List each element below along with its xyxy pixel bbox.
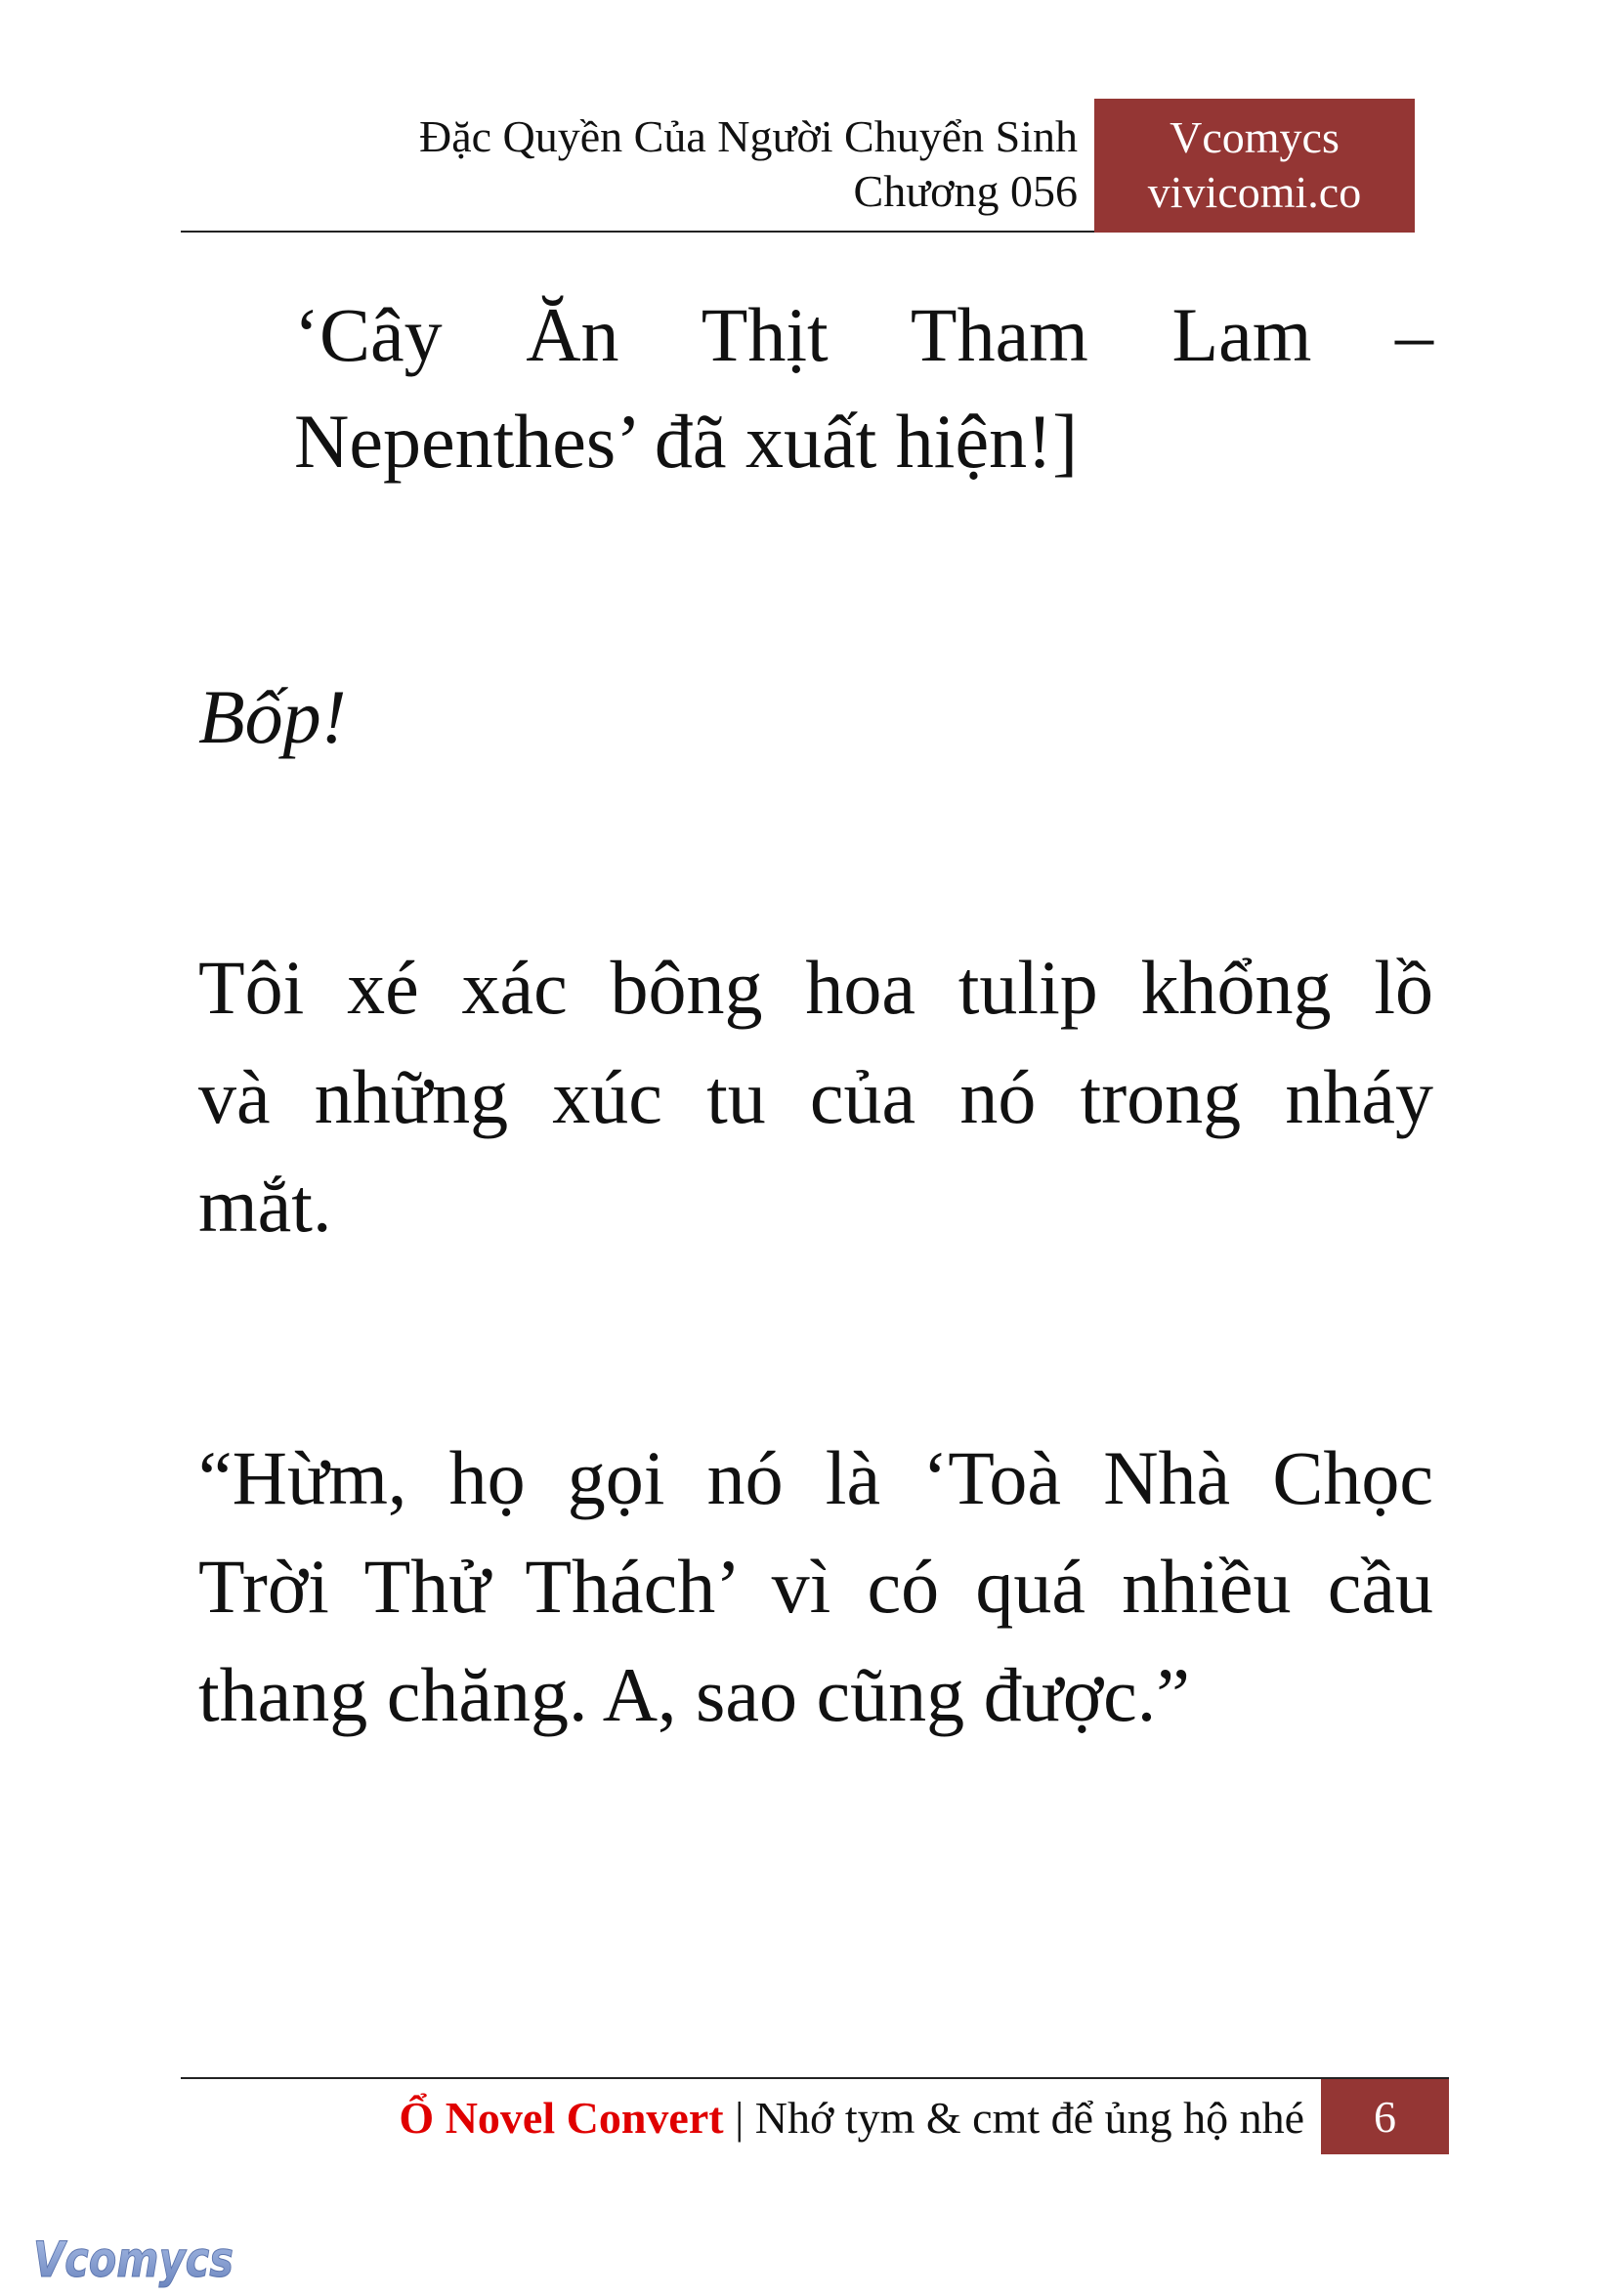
text-line: thang chăng. A, sao cũng được.”	[198, 1652, 1190, 1737]
vcomycs-logo	[29, 2226, 244, 2296]
footer-separator: |	[735, 2093, 745, 2143]
book-title: Đặc Quyền Của Người Chuyển Sinh	[418, 111, 1078, 161]
running-header	[419, 109, 1078, 219]
text-line: Tôi xé xác bông hoa tulip khổng lồ	[198, 945, 1433, 1030]
page-number: 6	[1321, 2079, 1449, 2154]
sound-effect: Bốp!	[198, 674, 347, 759]
footer-divider	[181, 2077, 1449, 2079]
text-line: Trời Thử Thách’ vì có quá nhiều cầu	[198, 1544, 1433, 1629]
site-url: vivicomi.co	[1147, 167, 1362, 217]
text-line: “Hừm, họ gọi nó là ‘Toà Nhà Chọc	[198, 1435, 1433, 1520]
footer-brand: Ổ Novel Convert	[399, 2093, 724, 2143]
svg-text:Vcomycs: Vcomycs	[33, 2232, 234, 2288]
text-line: mắt.	[198, 1163, 332, 1248]
text-line: ‘Cây Ăn Thịt Tham Lam –	[294, 292, 1433, 377]
text-line: Nepenthes’ đã xuất hiện!]	[294, 399, 1079, 484]
chapter-label: Chương 056	[853, 166, 1078, 216]
footer-text	[399, 2091, 1304, 2146]
site-badge	[1094, 99, 1415, 233]
footer-message: Nhớ tym & cmt để ủng hộ nhé	[754, 2093, 1304, 2143]
text-line: và những xúc tu của nó trong nháy	[198, 1054, 1433, 1139]
site-name: Vcomycs	[1170, 112, 1340, 162]
header-divider	[181, 231, 1094, 233]
